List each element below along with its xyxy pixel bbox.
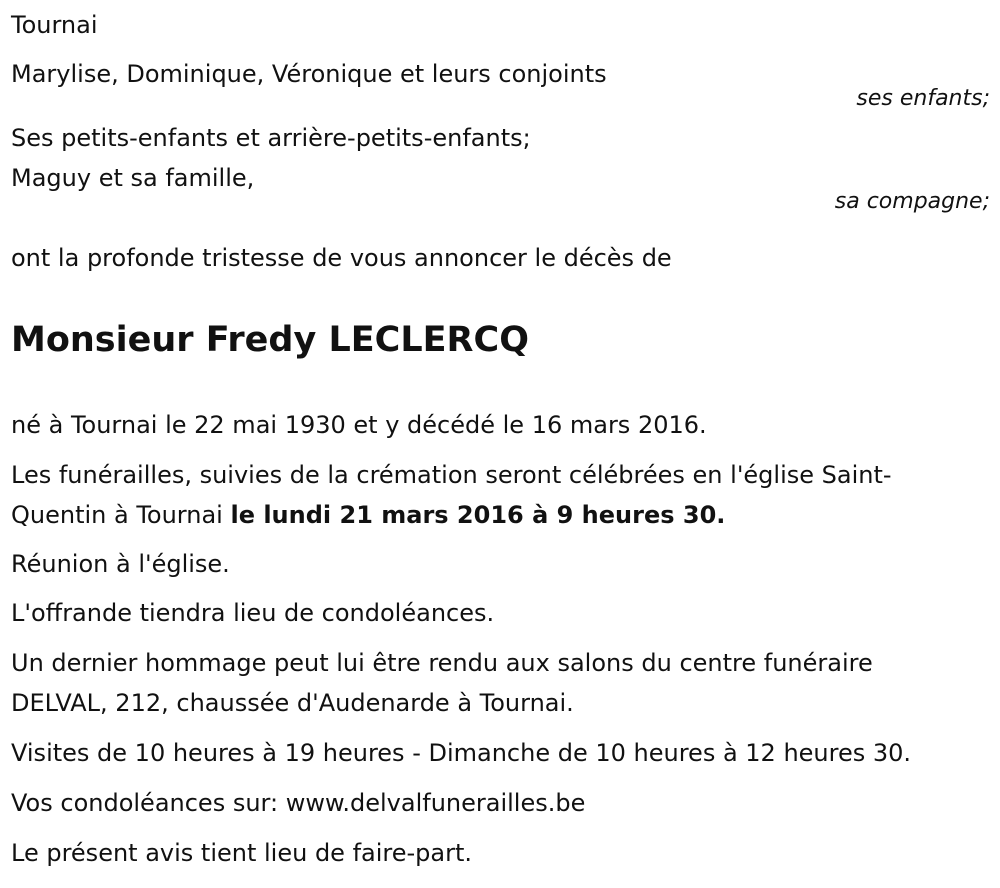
- funeral-location: Quentin à Tournai: [11, 501, 231, 529]
- funeral-line-2: [11, 500, 725, 530]
- tribute-line-2: DELVAL, 212, chaussée d'Audenarde à Tournai.: [11, 689, 574, 717]
- announcement-line: ont la profonde tristesse de vous annoncer le décès de: [11, 244, 672, 272]
- birth-death-line: né à Tournai le 22 mai 1930 et y décédé le 16 mars 2016.: [11, 411, 707, 439]
- visits-line: Visites de 10 heures à 19 heures - Dimanche de 10 heures à 12 heures 30.: [11, 739, 912, 767]
- meeting-line: Réunion à l'église.: [11, 550, 230, 578]
- condolences-line: Vos condoléances sur: www.delvalfunerailles.be: [11, 789, 586, 817]
- funeral-line-1: Les funérailles, suivies de la crémation seront célébrées en l'église Saint-: [11, 461, 892, 489]
- city-line: Tournai: [11, 11, 98, 39]
- children-role: ses enfants;: [856, 86, 990, 111]
- companion-names: Maguy et sa famille,: [11, 164, 255, 192]
- offering-line: L'offrande tiendra lieu de condoléances.: [11, 599, 495, 627]
- closing-line: Le présent avis tient lieu de faire-part.: [11, 839, 473, 867]
- grandchildren-line: Ses petits-enfants et arrière-petits-enfants;: [11, 124, 531, 152]
- companion-role: sa compagne;: [834, 189, 990, 214]
- funeral-date: le lundi 21 mars 2016 à 9 heures 30.: [230, 501, 726, 529]
- deceased-name: Monsieur Fredy LECLERCQ: [11, 320, 529, 360]
- tribute-line-1: Un dernier hommage peut lui être rendu aux salons du centre funéraire: [11, 649, 873, 677]
- children-names: Marylise, Dominique, Véronique et leurs conjoints: [11, 60, 607, 88]
